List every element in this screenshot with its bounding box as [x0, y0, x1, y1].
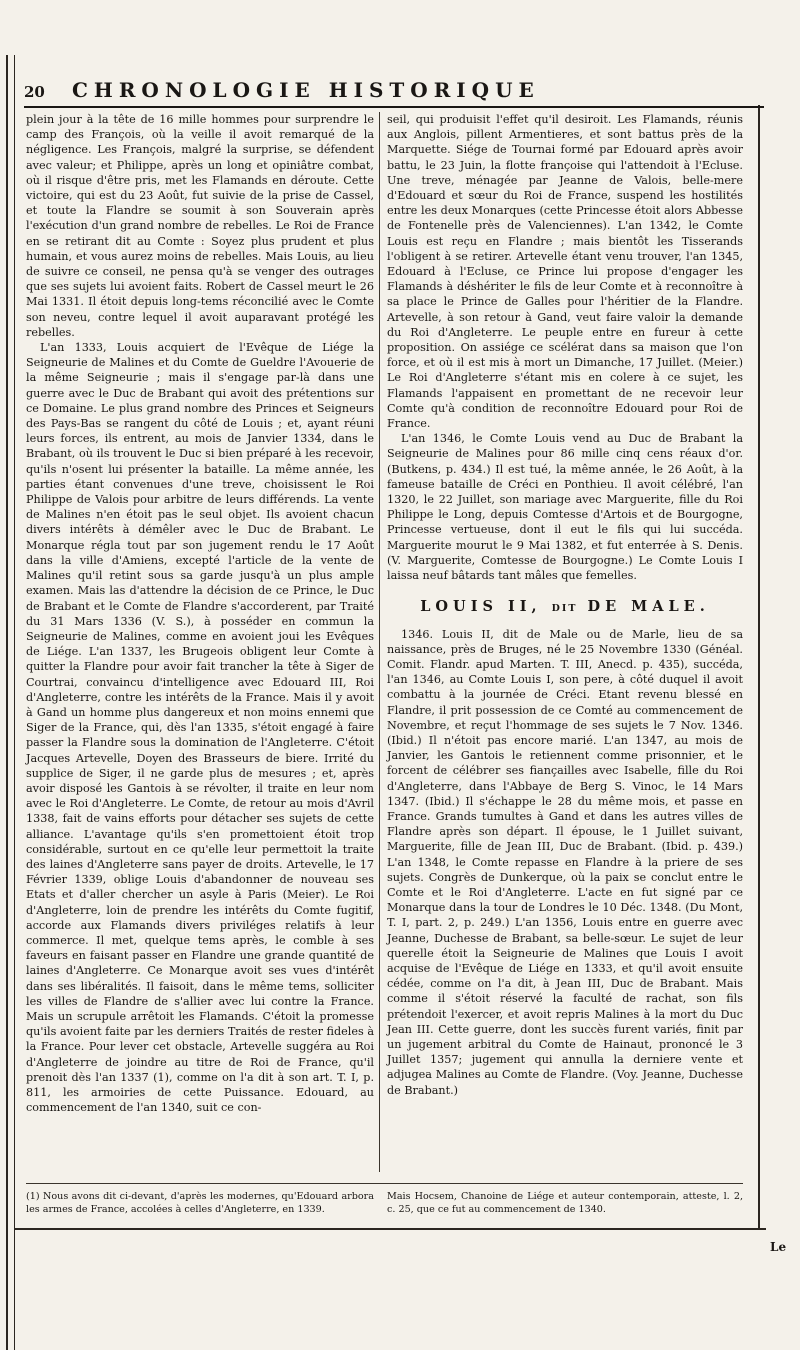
- paragraph: 1346. Louis II, dit de Male ou de Marle, lieu de sa naissance, près de Bruges, né le 25 Novembre 1330 (Généal. Comit. Flandr. apud Marten. T. III, Anecd. p. 435), succéda, l'an 1346, au Comte Louis I, son pere, à côté duquel il avoit combattu à la journée de Créci. Etant revenu blessé en Flandre, il prit possession de ce Comté au commencement de Novembre, et reçut l'hommage de ses sujets le 7 Nov. 1346. (Ibid.) Il n'étoit pas encore marié. L'an 1347, au mois de Janvier, les Gantois le retiennent comme prisonnier, et le forcent de célébrer ses fiançailles avec Isabelle, fille du Roi d'Angleterre, dans l'Abbaye de Berg S. Vinoc, le 14 Mars 1347. (Ibid.) Il s'échappe le 28 du même mois, et passe en France. Grands tumultes à Gand et dans les autres villes de Flandre après son départ. Il épouse, le 1 Juillet suivant, Marguerite, fille de Jean III, Duc de Brabant. (Ibid. p. 439.) L'an 1348, le Comte repasse en Flandre à la priere de ses sujets. Congrès de Dunkerque, où la paix se conclut entre le Comte et le Roi d'Angleterre. L'acte en fut signé par ce Monarque dans la tour de Londres le 10 Déc. 1348. (Du Mont, T. I, part. 2, p. 249.) L'an 1356, Louis entre en guerre avec Jeanne, Duchesse de Brabant, sa belle-sœur. Le sujet de leur querelle étoit la Seigneurie de Malines que Louis I avoit acquise de l'Evêque de Liége en 1333, et qu'il avoit ensuite cédée, comme on l'a dit, à Jean III, Duc de Brabant. Mais comme il s'étoit réservé la faculté de rachat, son fils prétendoit l'exercer, et avoit repris Malines à la mort du Duc Jean III. Cette guerre, dont les succès furent variés, finit par un jugement arbitral du Comte de Hainaut, prononcé le 3 Juillet 1357; jugement qui annulla la derniere vente et adjugea Malines au Comte de Flandre. (Voy. Jeanne, Duchesse de Brabant.): [387, 627, 743, 1097]
- paragraph: L'an 1333, Louis acquiert de l'Evêque de Liége la Seigneurie de Malines et du Comte de Gueldre l'Avouerie de la même Seigneurie ; mais il s'engage par-là dans une guerre avec le Duc de Brabant qui avoit des prétentions sur ce Domaine. Le plus grand nombre des Princes et Seigneurs des Pays-Bas se rangent du côté de Louis ; et, ayant réuni leurs forces, ils entrent, au mois de Janvier 1334, dans le Brabant, où ils trouvent le Duc si bien préparé à les recevoir, qu'ils n'osent lui présenter la bataille. La même année, les parties étant convenues d'une treve, choisissent le Roi Philippe de Valois pour arbitre de leurs différends. La vente de Malines n'en étoit pas le seul objet. Ils avoient chacun divers intérêts à démêler avec le Duc de Brabant. Le Monarque régla tout par son jugement rendu le 17 Août dans la ville d'Amiens, excepté l'article de la vente de Malines qu'il retint sous sa garde jusqu'à un plus ample examen. Mais las d'attendre la décision de ce Prince, le Duc de Brabant et le Comte de Flandre s'accorderent, par Traité du 31 Mars 1336 (V. S.), à posséder en commun la Seigneurie de Malines, comme en avoient joui les Evêques de Liége. L'an 1337, les Brugeois obligent leur Comte à quitter la Flandre pour avoir fait trancher la tête à Siger de Courtrai, convaincu d'intelligence avec Edouard III, Roi d'Angleterre, contre les intérêts de la France. Mais il y avoit à Gand un homme plus dangereux et non moins ennemi que Siger de la France, qui, dès l'an 1335, s'étoit engagé à faire passer la Flandre sous la domination de l'Angleterre. C'étoit Jacques Artevelle, Doyen des Brasseurs de biere. Irrité du supplice de Siger, il ne garde plus de mesures ; et, après avoir disposé les Gantois à se révolter, il traite en leur nom avec le Roi d'Angleterre. Le Comte, de retour au mois d'Avril 1338, fait de vains efforts pour détacher ses sujets de cette alliance. L'avantage qu'ils s'en promettoient étoit trop considérable, surtout en ce qu'elle leur permettoit la traite des laines d'Angleterre sans payer de droits. Artevelle, le 17 Février 1339, oblige Louis d'abandonner de nouveau ses Etats et d'aller chercher un asyle à Paris (Meier). Le Roi d'Angleterre, loin de prendre les intérêts du Comte fugitif, accorde aux Flamands divers priviléges relatifs à leur commerce. Il met, quelque tems après, le comble à ses faveurs en faisant passer en Flandre une grande quantité de laines d'Angleterre. Ce Monarque avoit ses vues d'intérêt dans ses libéralités. Il faisoit, dans le même tems, solliciter les villes de Flandre de s'allier avec lui contre la France. Mais un scrupule arrêtoit les Flamands. C'étoit la promesse qu'ils avoient faite par les derniers Traités de rester fideles à la France. Pour lever cet obstacle, Artevelle suggéra au Roi d'Angleterre de joindre au titre de Roi de France, qu'il prenoit dès l'an 1337 (1), comme on l'a dit à son art. T. I, p. 811, les armoiries de cette Puissance. Edouard, au commencement de l'an 1340, suit ce con-: [26, 341, 374, 1115]
- paragraph: plein jour à la tête de 16 mille hommes pour surprendre le camp des François, où la veille il avoit remarqué de la négligence. Les François, malgré la surprise, se défendent avec valeur; et Philippe, après un long et opiniâtre combat, où il risque d'être pris, met les Flamands en déroute. Cette victoire, qui est du 23 Août, fut suivie de la prise de Cassel, et toute la Flandre se soumit à son Souverain après l'exécution d'un grand nombre de rebelles. Le Roi de France en se retirant dit au Comte : Soyez plus prudent et plus humain, et vous aurez moins de rebelles. Mais Louis, au lieu de suivre ce conseil, ne pensa qu'à se venger des outrages que ses sujets lui avoient faits. Robert de Cassel meurt le 26 Mai 1331. Il étoit depuis long-tems réconcilié avec le Comte son neveu, contre lequel il avoit auparavant protégé les rebelles.: [26, 113, 374, 339]
- heading-dit: DIT: [551, 603, 578, 615]
- column-divider: [379, 112, 380, 1172]
- section-heading: [387, 599, 743, 616]
- footnote-rule: [26, 1183, 743, 1184]
- footnote-left: (1) Nous avons dit ci-devant, d'après les modernes, qu'Edouard arbora les armes de France, accolées à celles d'Angleterre, en 1339.: [26, 1191, 374, 1215]
- heading-rest: DE MALE.: [587, 598, 710, 616]
- left-column: [26, 112, 374, 1115]
- footnote-right: Mais Hocsem, Chanoine de Liége et auteur contemporain, atteste, l. 2, c. 25, que ce fut au commencement de 1340.: [387, 1191, 743, 1215]
- paragraph: L'an 1346, le Comte Louis vend au Duc de Brabant la Seigneurie de Malines pour 86 mille cinq cens réaux d'or. (Butkens, p. 434.) Il est tué, la même année, le 26 Août, à la fameuse bataille de Créci en Ponthieu. Il avoit célébré, l'an 1320, le 22 Juillet, son mariage avec Marguerite, fille du Roi Philippe le Long, depuis Comtesse d'Artois et de Bourgogne, Princesse vertueuse, dont il eut le fils qui lui succéda. Marguerite mourut le 9 Mai 1382, et fut enterrée à S. Denis. (V. Marguerite, Comtesse de Bourgogne.) Le Comte Louis I laissa neuf bâtards tant mâles que femelles.: [387, 432, 743, 583]
- right-margin-rule: [758, 105, 760, 1228]
- left-margin-rule: [6, 55, 15, 1350]
- right-column: [387, 112, 743, 1098]
- heading-main: LOUIS II,: [420, 598, 542, 616]
- running-title: CHRONOLOGIE HISTORIQUE: [72, 78, 540, 102]
- paragraph: seil, qui produisit l'effet qu'il desiroit. Les Flamands, réunis aux Anglois, pillent Armentieres, et sont battus près de la Marquette. Siége de Tournai formé par Edouard après avoir battu, le 23 Juin, la flotte françoise qui l'attendoit à l'Ecluse. Une treve, ménagée par Jeanne de Valois, belle-mere d'Edouard et sœur du Roi de France, suspend les hostilités entre les deux Monarques (cette Princesse étoit alors Abbesse de Fontenelle près de Valenciennes). L'an 1342, le Comte Louis est reçu en Flandre ; mais bientôt les Tisserands l'obligent à se retirer. Artevelle étant venu trouver, l'an 1345, Edouard à l'Ecluse, ce Prince lui propose d'engager les Flamands à déshériter le fils de leur Comte et à reconnoître à sa place le Prince de Galles pour l'héritier de la Flandre. Artevelle, à son retour à Gand, veut faire valoir la demande du Roi d'Angleterre. Le peuple entre en fureur à cette proposition. On assiége ce scélérat dans sa maison que l'on force, et où il est mis à mort un Dimanche, 17 Juillet. (Meier.) Le Roi d'Angleterre s'étant mis en colere à ce sujet, les Flamands l'appaisent en promettant de ne recevoir leur Comte qu'à condition de reconnoître Edouard pour Roi de France.: [387, 113, 743, 431]
- header-rule: [24, 106, 764, 108]
- page-header: [24, 62, 764, 108]
- catchword: Le: [770, 1240, 787, 1254]
- bottom-rule: [14, 1228, 766, 1230]
- page-number: 20: [24, 83, 45, 101]
